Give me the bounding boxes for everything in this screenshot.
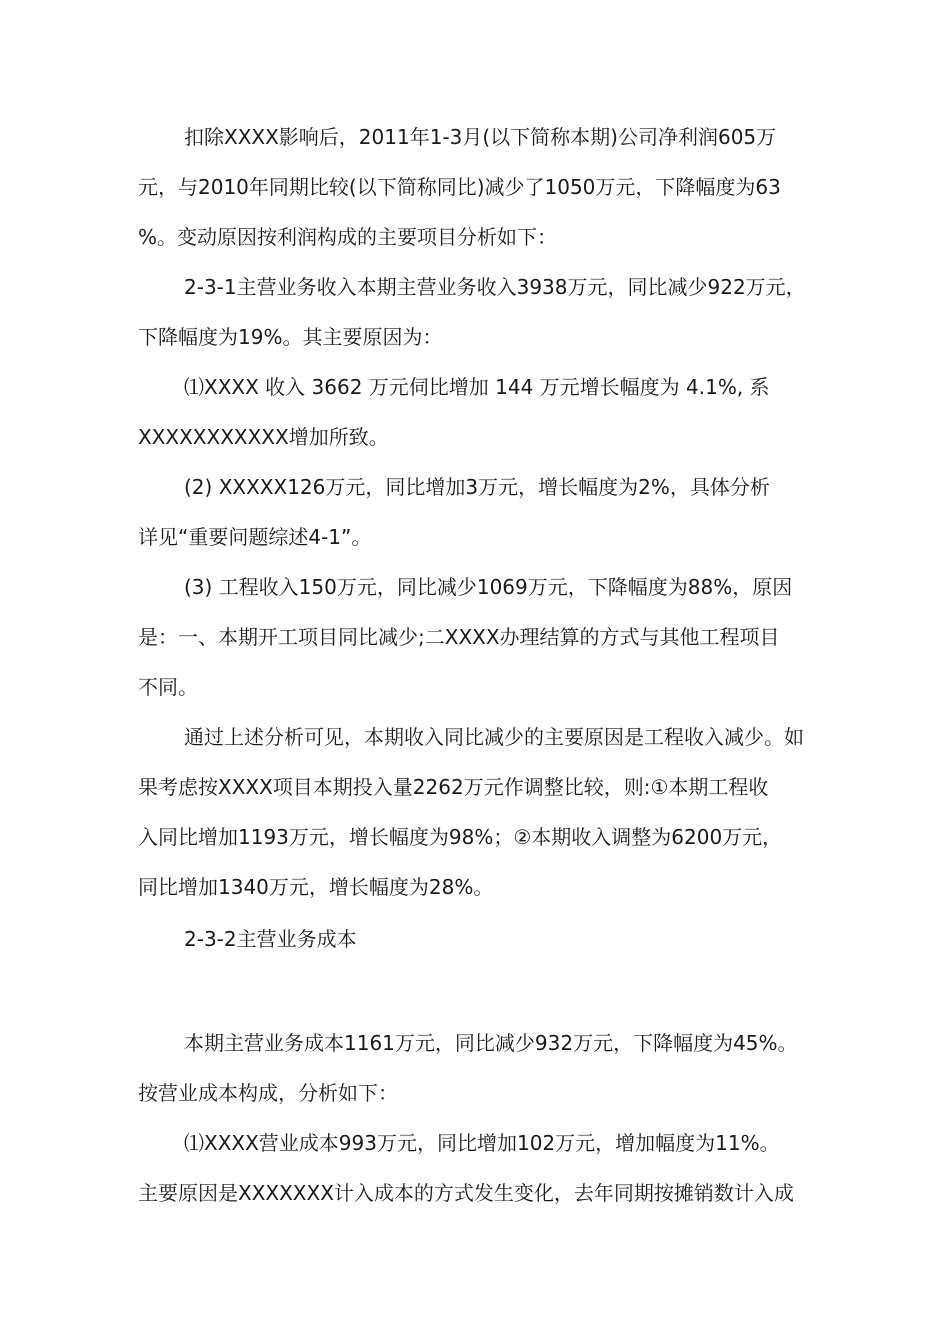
text-line: 详见“重要问题综述4-1”。 — [138, 525, 372, 549]
text-line: 下降幅度为19%。其主要原因为： — [138, 325, 443, 349]
text-line: XXXXXXXXXXX增加所致。 — [138, 425, 389, 449]
text-line: 入同比增加1193万元，增长幅度为98%；②本期收入调整为6200万元， — [138, 825, 783, 849]
text-line: (3) 工程收入150万元，同比减少1069万元，下降幅度为88%，原因 — [184, 575, 793, 599]
text-line: 元，与2010年同期比较(以下简称同比)减少了1050万元，下降幅度为63 — [138, 175, 781, 199]
text-line: 主要原因是XXXXXXX计入成本的方式发生变化，去年同期按摊销数计入成 — [138, 1181, 794, 1205]
text-line: 2-3-1主营业务收入本期主营业务收入3938万元，同比减少922万元， — [184, 275, 806, 299]
text-line: (2) XXXXX126万元，同比增加3万元，增长幅度为2%，具体分析 — [184, 475, 770, 499]
text-line: 同比增加1340万元，增长幅度为28%。 — [138, 875, 494, 899]
section-heading: 2-3-2主营业务成本 — [184, 927, 357, 951]
text-line: 扣除XXXX影响后，2011年1-3月(以下简称本期)公司净利润605万 — [184, 125, 777, 149]
text-line: 果考虑按XXXX项目本期投入量2262万元作调整比较，则:①本期工程收 — [138, 775, 769, 799]
text-line: %。变动原因按利润构成的主要项目分析如下： — [138, 225, 558, 249]
text-line: 本期主营业务成本1161万元，同比减少932万元，下降幅度为45%。 — [184, 1031, 798, 1055]
text-line: ⑴XXXX营业成本993万元，同比增加102万元，增加幅度为11%。 — [184, 1131, 780, 1155]
text-line: 按营业成本构成，分析如下： — [138, 1081, 398, 1105]
text-line: 通过上述分析可见，本期收入同比减少的主要原因是工程收入减少。如 — [184, 725, 804, 749]
text-line: 不同。 — [138, 675, 198, 699]
text-line: 是：一、本期开工项目同比减少;二XXXX办理结算的方式与其他工程项目 — [138, 625, 780, 649]
text-line: ⑴XXXX 收入 3662 万元伺比增加 144 万元增长幅度为 4.1%, 系 — [184, 375, 770, 399]
